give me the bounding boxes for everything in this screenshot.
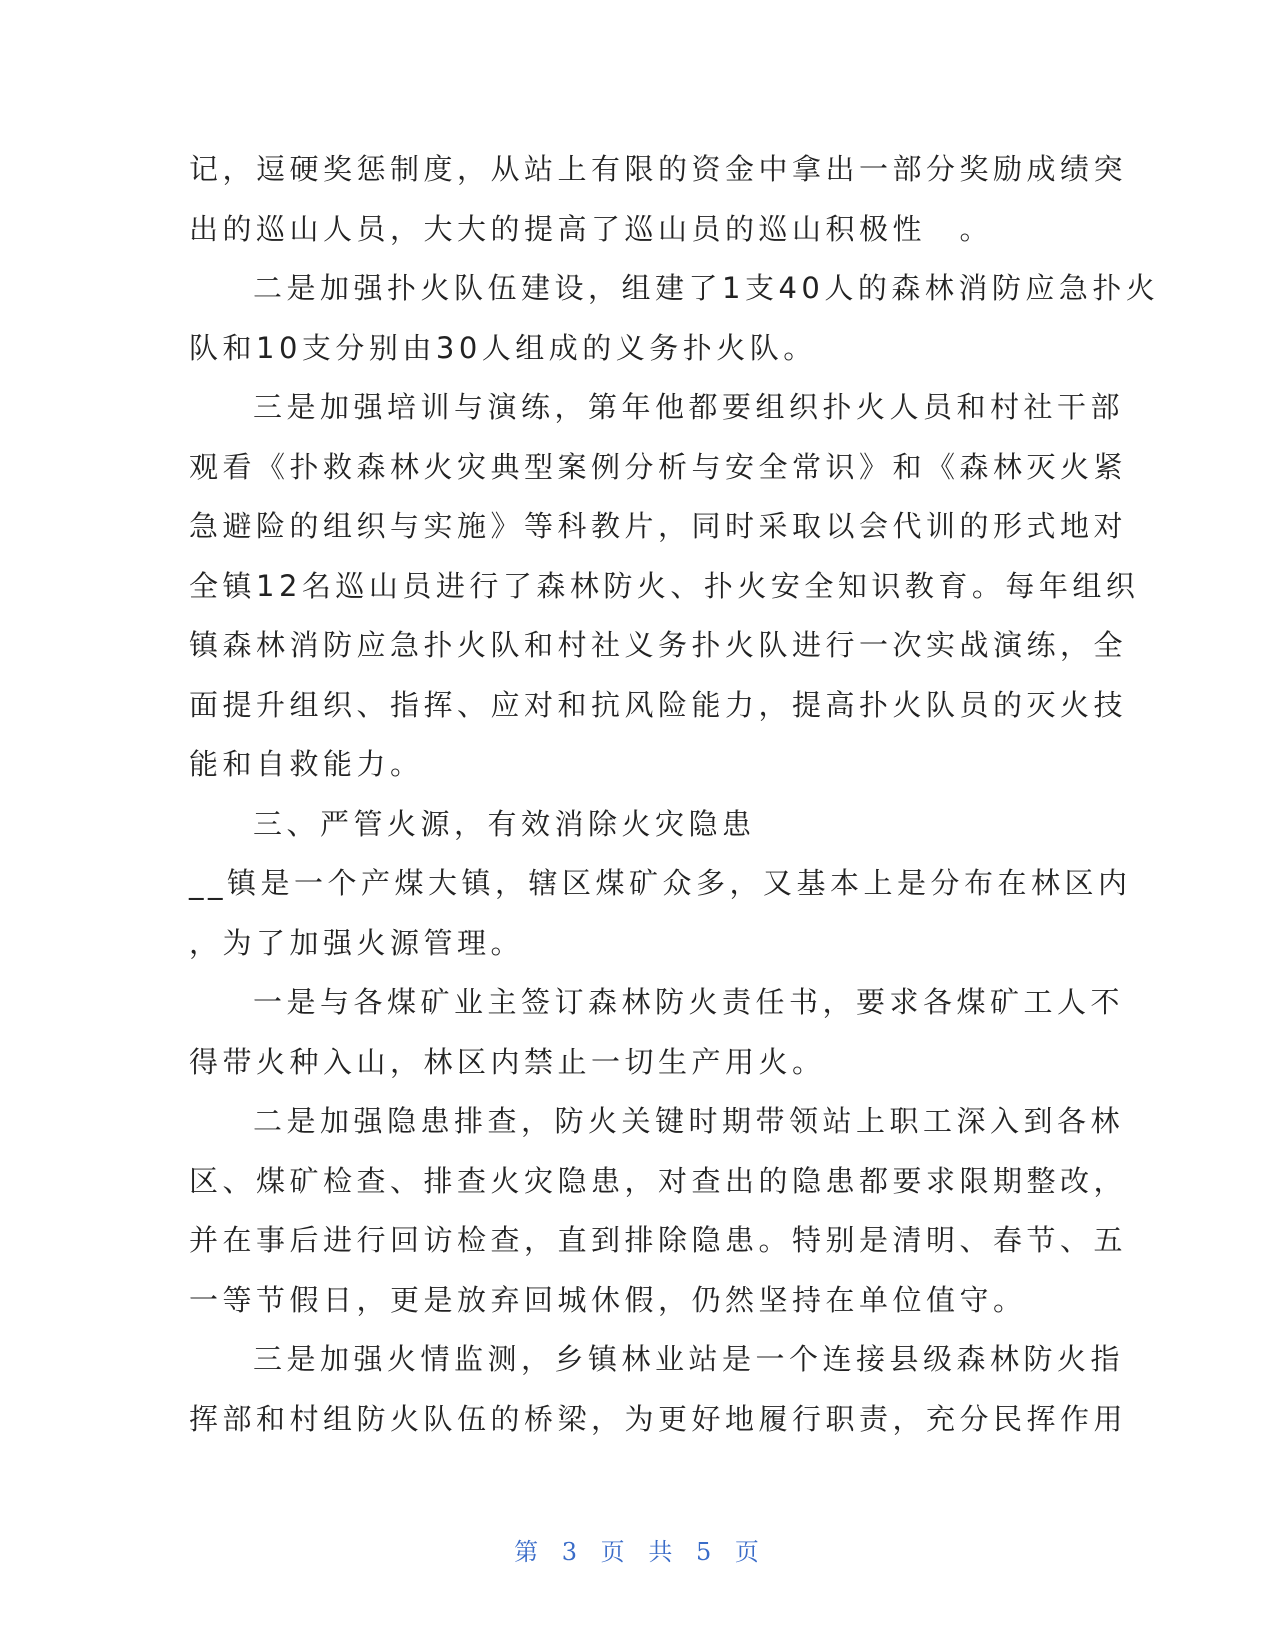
footer-page-word: 页 xyxy=(600,1538,627,1566)
text-line: 面提升组织、指挥、应对和抗风险能力，提高扑火队员的灭火技 xyxy=(189,687,1128,722)
text-line: 区、煤矿检查、排查火灾隐患，对查出的隐患都要求限期整改， xyxy=(189,1163,1128,1198)
footer-total-word: 共 xyxy=(648,1538,675,1566)
footer-prefix: 第 xyxy=(514,1538,541,1566)
text-line: 镇森林消防应急扑火队和村社义务扑火队进行一次实战演练，全 xyxy=(189,628,1128,662)
text-line: 二是加强隐患排查，防火关键时期带领站上职工深入到各林 xyxy=(253,1104,1125,1138)
text-line: 出的巡山人员，大大的提高了巡山员的巡山积极性 。 xyxy=(189,211,994,246)
text-line: ，为了加强火源管理。 xyxy=(189,925,525,960)
text-line: 三是加强火情监测，乡镇林业站是一个连接县级森林防火指 xyxy=(253,1342,1125,1376)
footer-total-pages: 5 xyxy=(695,1538,714,1566)
section-heading: 三、严管火源，有效消除火灾隐患 xyxy=(253,806,756,841)
text-line: __镇是一个产煤大镇，辖区煤矿众多，又基本上是分布在林区内 xyxy=(189,866,1132,900)
text-line: 二是加强扑火队伍建设，组建了1支40人的森林消防应急扑火 xyxy=(253,271,1160,305)
text-line: 急避险的组织与实施》等科教片，同时采取以会代训的形式地对 xyxy=(189,509,1128,543)
text-line: 三是加强培训与演练，第年他都要组织扑火人员和村社干部 xyxy=(253,390,1125,424)
text-line: 队和10支分别由30人组成的义务扑火队。 xyxy=(189,330,817,365)
text-line: 全镇12名巡山员进行了森林防火、扑火安全知识教育。每年组织 xyxy=(189,568,1140,603)
text-line: 能和自救能力。 xyxy=(189,747,424,781)
footer-current-page: 3 xyxy=(561,1538,580,1566)
document-body xyxy=(189,140,1160,1449)
page-footer xyxy=(0,1532,1275,1567)
footer-suffix: 页 xyxy=(734,1538,761,1566)
text-line: 并在事后进行回访检查，直到排除隐患。特别是清明、春节、五 xyxy=(189,1223,1128,1257)
text-line: 一等节假日，更是放弃回城休假，仍然坚持在单位值守。 xyxy=(189,1282,1027,1317)
text-line: 得带火种入山，林区内禁止一切生产用火。 xyxy=(189,1044,826,1079)
text-line: 一是与各煤矿业主签订森林防火责任书，要求各煤矿工人不 xyxy=(253,985,1125,1019)
text-line: 记，逗硬奖惩制度，从站上有限的资金中拿出一部分奖励成绩突 xyxy=(189,152,1128,186)
text-line: 挥部和村组防火队伍的桥梁，为更好地履行职责，充分民挥作用 xyxy=(189,1401,1128,1436)
text-line: 观看《扑救森林火灾典型案例分析与安全常识》和《森林灭火紧 xyxy=(189,449,1128,484)
